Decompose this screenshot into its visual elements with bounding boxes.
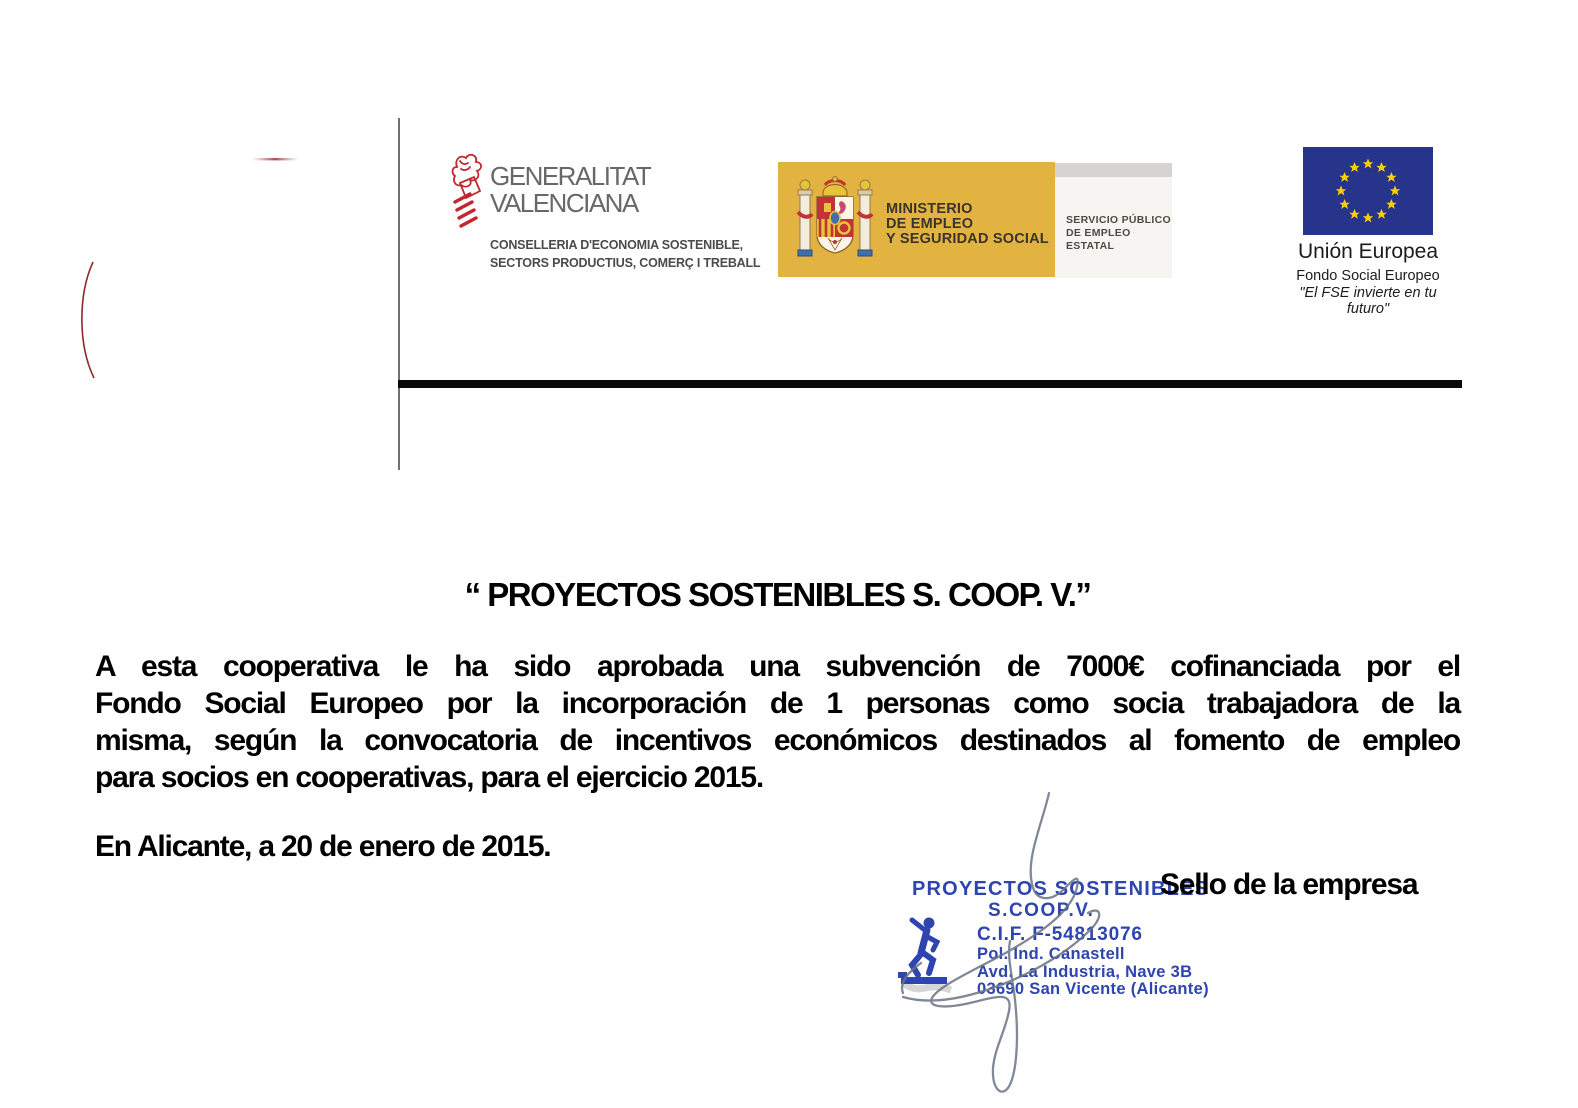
vertical-divider-line: [398, 118, 400, 470]
body-line: para socios en cooperativas, para el ejercicio 2015.: [95, 761, 763, 794]
stamp-address-line2: Avd. La Industria, Nave 3B: [977, 962, 1193, 981]
sepe-logo-box: [1055, 163, 1172, 278]
sepe-name: [1066, 214, 1172, 253]
eu-logo-block: [1280, 140, 1456, 317]
stamp-address-line3: 03690 San Vicente (Alicante): [977, 980, 1209, 998]
body-paragraph: [95, 648, 1460, 796]
ministry-name-line1: MINISTERIO: [886, 201, 973, 217]
spain-coat-of-arms-icon: [795, 172, 875, 268]
date-line: En Alicante, a 20 de enero de 2015.: [95, 830, 551, 863]
sepe-top-strip: [1055, 163, 1172, 177]
generalitat-wordmark: [490, 163, 650, 217]
body-line: misma, según la convocatoria de incentivos económicos destinados al fomento de empleo: [95, 724, 1460, 757]
stamp-cif: C.I.F. F-54813076: [977, 924, 1143, 945]
generalitat-department: [490, 237, 760, 272]
horizontal-divider-line: [398, 380, 1462, 388]
company-title: “ PROYECTOS SOSTENIBLES S. COOP. V.”: [464, 576, 1091, 613]
eu-slogan: "El FSE invierte en tu futuro": [1299, 285, 1437, 317]
eu-flag-icon: [1303, 147, 1433, 235]
generalitat-wordmark-line1: GENERALITAT: [490, 161, 651, 191]
generalitat-wordmark-line2: VALENCIANA: [490, 188, 638, 218]
stamp-address: [977, 946, 1209, 999]
generalitat-dept-line2: SECTORS PRODUCTIUS, COMERÇ I TREBALL: [490, 255, 761, 270]
eu-name: Unión Europea: [1297, 240, 1439, 263]
sepe-name-line2: DE EMPLEO ESTATAL: [1066, 227, 1131, 252]
ministry-name-line3: Y SEGURIDAD SOCIAL: [886, 231, 1049, 247]
ministry-logo-box: [778, 162, 1055, 277]
generalitat-dept-line1: CONSELLERIA D'ECONOMIA SOSTENIBLE,: [490, 238, 743, 252]
ministry-name-line2: DE EMPLEO: [886, 216, 974, 232]
stamp-address-line1: Pol. Ind. Canastell: [977, 945, 1125, 963]
eu-fund-name: Fondo Social Europeo: [1296, 268, 1440, 284]
ministry-name: [886, 202, 1049, 247]
generalitat-emblem-icon: [448, 152, 486, 242]
stamp-company-name: PROYECTOS SOSTENIBLES: [912, 878, 1210, 900]
body-line: A esta cooperativa le ha sido aprobada una subvención de 7000€ cofinanciada por el: [95, 650, 1460, 683]
runner-icon: [898, 915, 952, 995]
seal-caption: Sello de la empresa: [1160, 868, 1418, 901]
body-line: Fondo Social Europeo por la incorporación de 1 personas como socia trabajadora de la: [95, 687, 1460, 720]
sepe-name-line1: SERVICIO PÚBLICO: [1066, 214, 1171, 226]
stamp-company-form: S.COOP.V.: [988, 900, 1095, 921]
